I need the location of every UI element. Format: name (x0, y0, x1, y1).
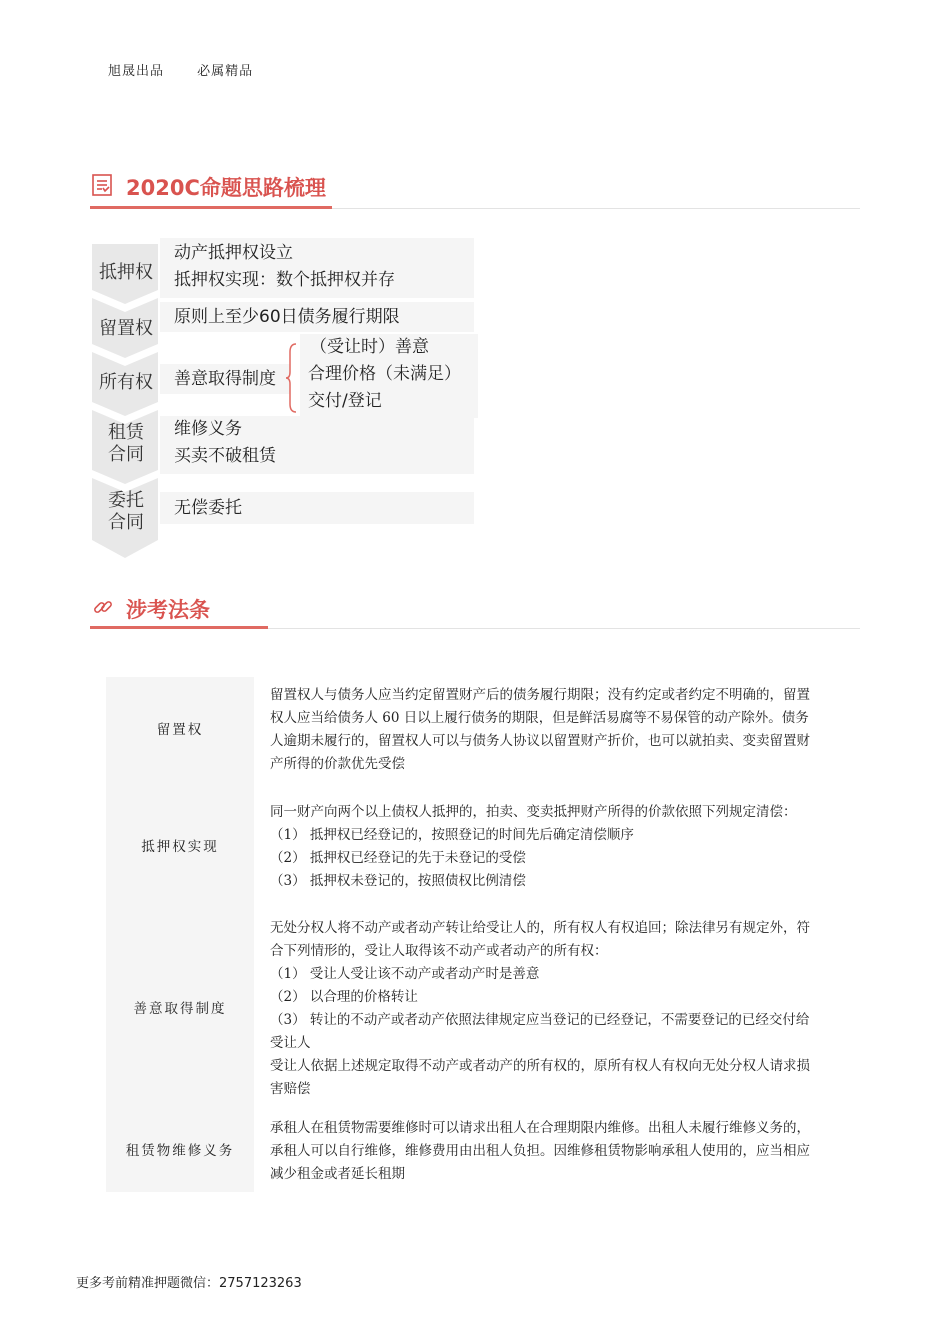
law-row (106, 677, 823, 783)
mm-label-5: 委托 合同 (108, 490, 144, 533)
section1-rule-accent (90, 206, 332, 209)
law-row (106, 787, 823, 907)
law-key: 善意取得制度 (106, 911, 254, 1107)
law-key: 留置权 (106, 677, 254, 783)
mm-cell-1: 动产抵押权设立 抵押权实现：数个抵押权并存 (160, 238, 474, 298)
section1-title: 2020C命题思路梳理 (126, 176, 326, 200)
mm-label-4: 租赁 合同 (108, 422, 144, 465)
law-table (106, 677, 823, 1192)
law-text: 同一财产向两个以上债权人抵押的，拍卖、变卖抵押财产所得的价款依照下列规定清偿： （1） 抵押权已经登记的，按照登记的时间先后确定清偿顺序 （2） 抵押权已经登记的先于未登记的受偿 （3） 抵押权未登记的，按照债权比例清偿 (270, 804, 797, 889)
law-text: 承租人在租赁物需要维修时可以请求出租人在合理期限内维修。出租人未履行维修义务的，承租人可以自行维修，维修费用由出租人负担。因维修租赁物影响承租人使用的，应当相应减少租金或者延长租期 (270, 1120, 810, 1182)
mm-cell-2: 原则上至少60日债务履行期限 (160, 302, 474, 332)
list-icon (90, 173, 114, 197)
mm-cell-4: 维修义务 买卖不破租赁 (160, 416, 474, 474)
mm-label-1: 抵押权 (99, 262, 153, 283)
footer-text: 更多考前精准押题微信：2757123263 (76, 1276, 302, 1291)
mm-label-3: 所有权 (99, 372, 153, 393)
header-right: 必属精品 (197, 64, 254, 79)
section2-title: 涉考法条 (126, 598, 210, 622)
law-key: 抵押权实现 (106, 787, 254, 907)
law-text: 留置权人与债务人应当约定留置财产后的债务履行期限；没有约定或者约定不明确的，留置权人应当给债务人 60 日以上履行债务的期限，但是鲜活易腐等不易保管的动产除外。债务人逾期未履行的，留置权人可以与债务人协议以留置财产折价，也可以就拍卖、变卖留置财产所得的价款优先受偿 (270, 687, 810, 772)
law-row (106, 1111, 823, 1192)
mm-cell-3: 善意取得制度 (160, 364, 290, 394)
header-left: 旭晟出品 (108, 64, 165, 79)
section2-rule-accent (90, 626, 268, 629)
law-text: 无处分权人将不动产或者动产转让给受让人的，所有权人有权追回；除法律另有规定外，符合下列情形的，受让人取得该不动产或者动产的所有权： （1） 受让人受让该不动产或者动产时是善意 （2） 以合理的价格转让 （3） 转让的不动产或者动产依照法律规定应当登记的已经登记，不需要登记的已经交付给受让人 受让人依据上述规定取得不动产或者动产的所有权的，原所有权人有权向无处分权人请求损害赔偿 (270, 920, 810, 1097)
law-key: 租赁物维修义务 (106, 1111, 254, 1192)
mm-cell-5: 无偿委托 (160, 492, 474, 524)
brace-icon (284, 342, 298, 414)
page-header (108, 60, 281, 79)
link-icon (92, 596, 114, 618)
mm-label-2: 留置权 (99, 318, 153, 339)
mm-branch-box: （受让时）善意 合理价格（未满足） 交付/登记 (300, 334, 478, 418)
law-row (106, 911, 823, 1107)
